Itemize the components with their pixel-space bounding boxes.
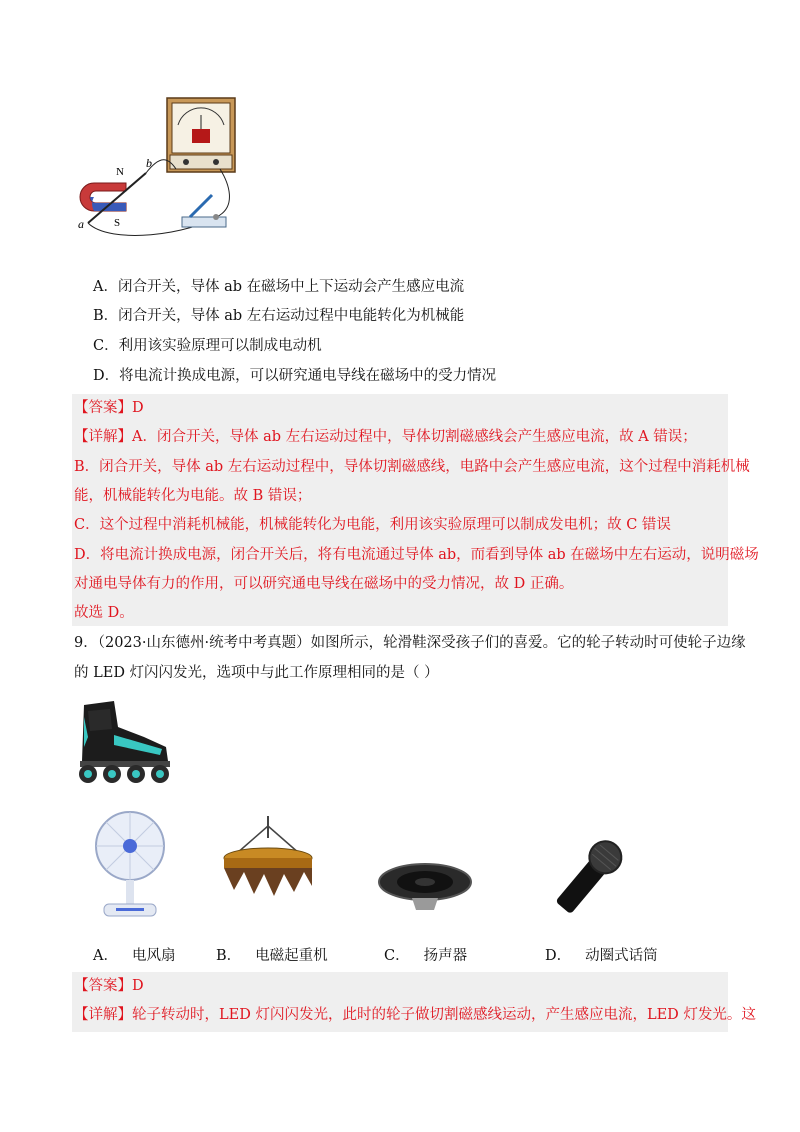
q9-option-a	[93, 946, 175, 966]
q8-answer: 【答案】D	[74, 400, 144, 416]
dynamic-microphone-image	[540, 833, 636, 923]
electromagnetic-induction-diagram	[70, 95, 240, 245]
q8-option-a: A．闭合开关，导体 ab 在磁场中上下运动会产生感应电流	[93, 279, 465, 295]
pole-n-label: N	[116, 166, 124, 178]
q8-detail-line: B．闭合开关，导体 ab 左右运动过程中，导体切割磁感线，电路中会产生感应电流，这个过程中消耗机械	[74, 459, 750, 475]
electromagnetic-crane-image	[216, 816, 320, 900]
q9-stem-line: 9．（2023·山东德州·统考中考真题）如图所示，轮滑鞋深受孩子们的喜爱。它的轮子转动时可使轮子边缘	[74, 635, 746, 651]
q9-option-c-letter: C．	[384, 948, 410, 964]
q8-detail-line: C．这个过程中消耗机械能，机械能转化为电能，利用该实验原理可以制成发电机；故 C 错误	[74, 517, 671, 533]
q9-option-c	[384, 946, 467, 966]
q9-option-b	[216, 946, 328, 966]
q9-answer: 【答案】D	[74, 978, 144, 994]
q8-detail-line: D．将电流计换成电源，闭合开关后，将有电流通过导体 ab，而看到导体 ab 在磁场中左右运动，说明磁场	[74, 547, 759, 563]
q8-detail-line: 故选 D。	[74, 605, 134, 621]
conductor-end-a-label: a	[78, 217, 84, 231]
q9-option-a-text: 电风扇	[131, 948, 176, 964]
q9-option-b-text: 电磁起重机	[255, 948, 328, 964]
q8-detail-line: 对通电导体有力的作用，可以研究通电导线在磁场中的受力情况，故 D 正确。	[74, 576, 574, 592]
q8-option-c: C．利用该实验原理可以制成电动机	[93, 338, 322, 354]
q9-stem-line: 的 LED 灯闪闪发光，选项中与此工作原理相同的是（ ）	[74, 665, 439, 681]
conductor-end-b-label: b	[146, 156, 152, 170]
electric-fan-image	[90, 808, 170, 920]
q8-option-d: D．将电流计换成电源，可以研究通电导线在磁场中的受力情况	[93, 368, 497, 384]
q9-option-d-letter: D．	[545, 948, 572, 964]
inline-skate-image	[74, 697, 174, 785]
pole-s-label: S	[114, 217, 121, 229]
q8-detail-line: 【详解】A．闭合开关，导体 ab 左右运动过程中，导体切割磁感线会产生感应电流，故 A 错误；	[74, 429, 697, 445]
q9-option-a-letter: A．	[93, 948, 118, 964]
q9-option-d-text: 动圈式话筒	[585, 948, 658, 964]
q8-option-b: B．闭合开关，导体 ab 左右运动过程中电能转化为机械能	[93, 308, 465, 324]
q9-detail-line: 【详解】轮子转动时，LED 灯闪闪发光，此时的轮子做切割磁感线运动，产生感应电流，LED 灯发光。这	[74, 1007, 756, 1023]
q9-option-d	[545, 946, 658, 966]
loudspeaker-image	[376, 860, 474, 916]
q9-option-b-letter: B．	[216, 948, 242, 964]
q8-detail-line: 能，机械能转化为电能。故 B 错误；	[74, 488, 312, 504]
q9-option-c-text: 扬声器	[423, 948, 468, 964]
